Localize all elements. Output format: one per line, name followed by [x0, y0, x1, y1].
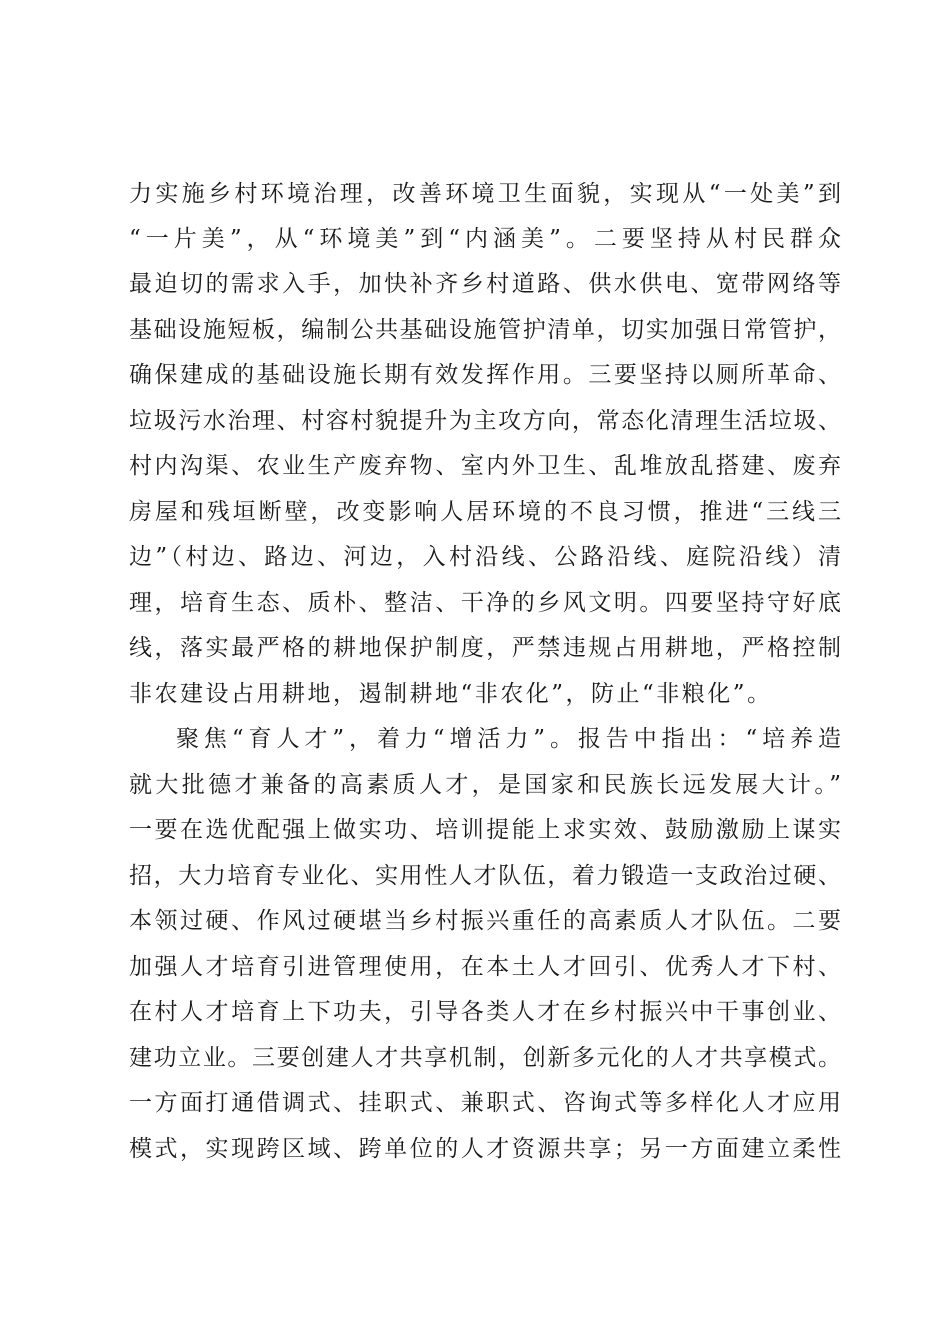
text-line: 在村人才培育上下功夫，引导各类人才在乡村振兴中干事创业、	[129, 999, 841, 1025]
text-line: 一方面打通借调式、挂职式、兼职式、咨询式等多样化人才应用	[129, 1090, 841, 1116]
text-line: 加强人才培育引进管理使用，在本土人才回引、优秀人才下村、	[129, 954, 841, 980]
text-line: 聚焦“育人才”，着力“增活力”。报告中指出：“培养造	[176, 726, 841, 752]
text-line: 垃圾污水治理、村容村貌提升为主攻方向，常态化清理生活垃圾、	[129, 408, 841, 434]
text-line: 房屋和残垣断壁，改变影响人居环境的不良习惯，推进“三线三	[129, 499, 841, 525]
text-line: 模式，实现跨区域、跨单位的人才资源共享；另一方面建立柔性	[129, 1136, 841, 1162]
text-line: 线，落实最严格的耕地保护制度，严禁违规占用耕地，严格控制	[129, 635, 841, 661]
text-line: 力实施乡村环境治理，改善环境卫生面貌，实现从“一处美”到	[129, 181, 841, 207]
text-line: 就大批德才兼备的高素质人才，是国家和民族长远发展大计。”	[129, 772, 841, 798]
text-line: 村内沟渠、农业生产废弃物、室内外卫生、乱堆放乱搭建、废弃	[129, 453, 841, 479]
text-line: 边”（村边、路边、河边，入村沿线、公路沿线、庭院沿线）清	[129, 544, 841, 570]
text-line: 最迫切的需求入手，加快补齐乡村道路、供水供电、宽带网络等	[129, 271, 841, 297]
text-line: 本领过硬、作风过硬堪当乡村振兴重任的高素质人才队伍。二要	[129, 908, 841, 934]
text-line: 确保建成的基础设施长期有效发挥作用。三要坚持以厕所革命、	[129, 362, 841, 388]
text-line: 招，大力培育专业化、实用性人才队伍，着力锻造一支政治过硬、	[129, 863, 841, 889]
text-line: 建功立业。三要创建人才共享机制，创新多元化的人才共享模式。	[129, 1045, 841, 1071]
text-line: 非农建设占用耕地，遏制耕地“非农化”，防止“非粮化”。	[129, 681, 773, 707]
text-line: “一片美”，从“环境美”到“内涵美”。二要坚持从村民群众	[129, 226, 841, 252]
text-line: 一要在选优配强上做实功、培训提能上求实效、鼓励激励上谋实	[129, 817, 841, 843]
text-line: 理，培育生态、质朴、整洁、干净的乡风文明。四要坚持守好底	[129, 590, 841, 616]
text-line: 基础设施短板，编制公共基础设施管护清单，切实加强日常管护，	[129, 317, 841, 343]
